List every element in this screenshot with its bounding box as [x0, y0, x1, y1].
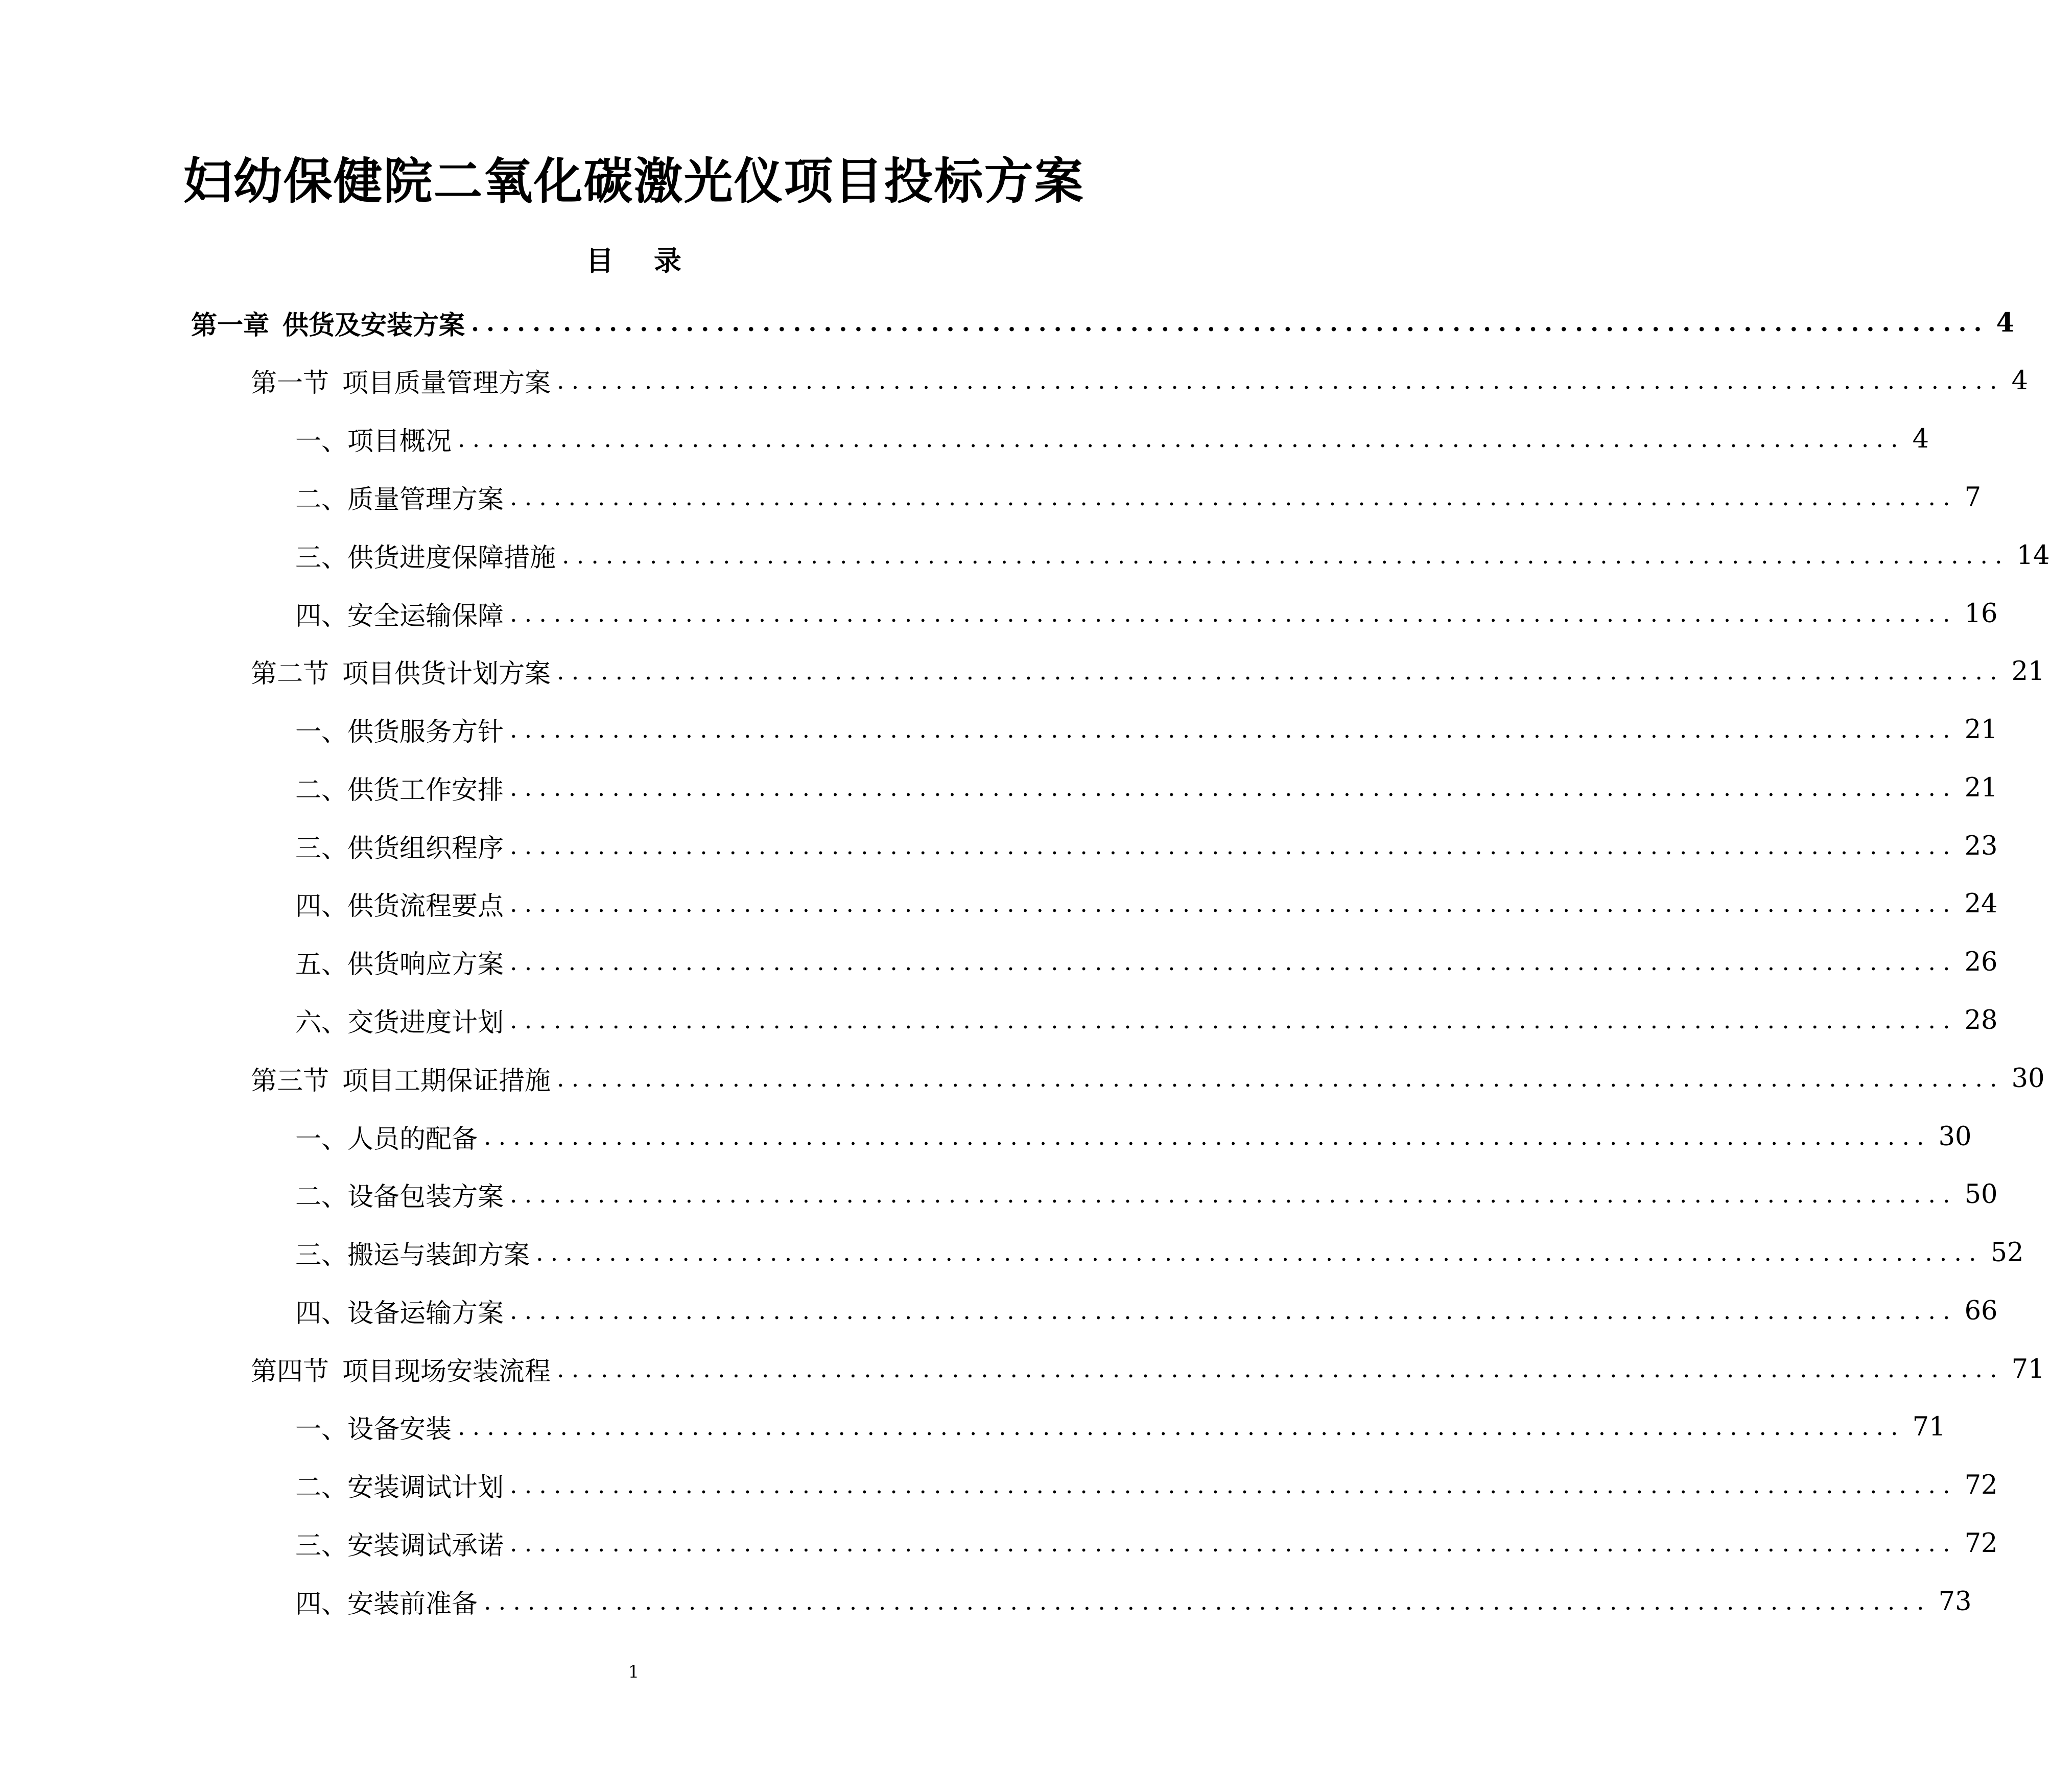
dot-leader: ................................................................................................... [510, 890, 1958, 917]
toc-entry-item[interactable] [295, 593, 1998, 634]
toc-entry-label [251, 652, 557, 690]
dot-leader: ................................................................................................... [484, 1588, 1931, 1615]
toc-entry-item[interactable] [295, 767, 1998, 808]
toc-entry-text: 项目质量管理方案 [342, 368, 551, 398]
toc-entry-page: 73 [1938, 1586, 1972, 1617]
page-number: 1 [628, 1662, 640, 1682]
dot-leader: ................................................................................................... [510, 774, 1958, 801]
dot-leader: ................................................................................................... [510, 1006, 1958, 1034]
dot-leader: ................................................................................................... [557, 657, 2005, 685]
toc-entry-text: 一、设备安装 [295, 1414, 452, 1445]
toc-entry-text: 二、设备包装方案 [295, 1182, 504, 1212]
toc-heading: 目 录 [586, 244, 697, 277]
dot-leader: ................................................................................................... [562, 541, 2010, 569]
toc-entry-label [191, 304, 471, 342]
dot-leader: ................................................................................................... [557, 1065, 2005, 1092]
toc-entry-number: 第四节 [251, 1357, 329, 1387]
toc-entry-text: 一、项目概况 [295, 427, 452, 457]
toc-entry-page: 23 [1964, 831, 1998, 861]
toc-entry-page: 66 [1964, 1295, 1998, 1326]
toc-entry-page: 52 [1990, 1237, 2024, 1268]
toc-entry-text: 四、安装前准备 [295, 1589, 478, 1619]
toc-entry-item[interactable] [295, 1000, 1998, 1041]
toc-entry-item[interactable] [295, 1406, 1946, 1447]
dot-leader: ................................................................................................... [510, 1529, 1958, 1557]
toc-entry-page: 72 [1964, 1470, 1998, 1500]
dot-leader: ................................................................................................... [510, 1471, 1958, 1499]
dot-leader: ................................................................................................... [458, 1413, 1905, 1441]
toc-entry-text: 二、安装调试计划 [295, 1473, 504, 1503]
toc-entry-page: 21 [1964, 714, 1998, 745]
toc-entry-section-1[interactable] [251, 360, 2029, 401]
toc-entry-section-3[interactable] [251, 1058, 2045, 1099]
toc-entry-page: 71 [2011, 1354, 2045, 1384]
toc-entry-text: 四、安全运输保障 [295, 601, 504, 631]
toc-entry-page: 4 [2011, 365, 2029, 396]
toc-entry-text: 供货及安装方案 [282, 310, 465, 341]
toc-entry-text: 一、人员的配备 [295, 1124, 478, 1154]
dot-leader: ................................................................................................... [536, 1239, 1984, 1266]
toc-entry-page: 16 [1964, 598, 1998, 629]
toc-entry-item[interactable] [295, 1581, 1972, 1622]
dot-leader: ................................................................................................... [510, 716, 1958, 743]
toc-entry-text: 四、供货流程要点 [295, 891, 504, 922]
dot-leader: ................................................................................................... [510, 600, 1958, 627]
toc-entry-page: 26 [1964, 947, 1998, 977]
toc-entry-item[interactable] [295, 1523, 1998, 1564]
toc-entry-chapter-1[interactable] [191, 302, 2014, 343]
dot-leader: ................................................................................................... [510, 948, 1958, 976]
dot-leader: ................................................................................................... [484, 1123, 1931, 1150]
toc-entry-text: 项目供货计划方案 [342, 659, 551, 689]
dot-leader: ................................................................................................... [510, 832, 1958, 860]
toc-entry-text: 六、交货进度计划 [295, 1008, 504, 1038]
toc-entry-text: 三、搬运与装卸方案 [295, 1240, 530, 1270]
toc-entry-text: 二、质量管理方案 [295, 485, 504, 515]
toc-entry-section-2[interactable] [251, 651, 2045, 692]
dot-leader: ................................................................................................... [510, 483, 1958, 511]
toc-entry-page: 24 [1964, 888, 1998, 919]
toc-entry-item[interactable] [295, 1174, 1998, 1215]
toc-entry-text: 三、安装调试承诺 [295, 1531, 504, 1561]
dot-leader: ................................................................................................... [510, 1297, 1958, 1325]
toc-entry-section-4[interactable] [251, 1349, 2045, 1389]
toc-entry-label [251, 1059, 557, 1097]
toc-entry-page: 21 [1964, 772, 1998, 803]
toc-entry-page: 72 [1964, 1528, 1998, 1559]
toc-entry-item[interactable] [295, 1116, 1972, 1157]
toc-entry-page: 30 [2011, 1063, 2045, 1094]
toc-entry-item[interactable] [295, 883, 1998, 924]
document-title: 妇幼保健院二氧化碳激光仪项目投标方案 [183, 152, 1085, 210]
dot-leader: ................................................................................................... [510, 1181, 1958, 1208]
toc-entry-page: 28 [1964, 1005, 1998, 1035]
toc-entry-text: 三、供货组织程序 [295, 834, 504, 864]
toc-entry-item[interactable] [295, 709, 1998, 750]
toc-entry-number: 第三节 [251, 1066, 329, 1096]
toc-entry-text: 项目工期保证措施 [342, 1066, 551, 1096]
toc-entry-item[interactable] [295, 477, 1982, 517]
toc-entry-page: 50 [1964, 1179, 1998, 1210]
toc-entry-text: 三、供货进度保障措施 [295, 543, 556, 573]
toc-entry-number: 第一节 [251, 368, 329, 398]
toc-entry-item[interactable] [295, 418, 1929, 459]
toc-entry-text: 项目现场安装流程 [342, 1357, 551, 1387]
dot-leader: ................................................................................................... [458, 425, 1905, 453]
toc-entry-number: 第二节 [251, 659, 329, 689]
toc-entry-item[interactable] [295, 941, 1998, 982]
toc-entry-text: 二、供货工作安排 [295, 775, 504, 806]
toc-entry-item[interactable] [295, 535, 2050, 576]
toc-entry-item[interactable] [295, 1465, 1998, 1505]
dot-leader: ................................................................................................... [471, 309, 1989, 337]
toc-entry-item[interactable] [295, 1232, 2024, 1273]
toc-entry-page: 30 [1938, 1121, 1972, 1152]
toc-entry-label [251, 362, 557, 399]
toc-entry-number: 第一章 [191, 310, 270, 341]
toc-entry-page: 71 [1912, 1411, 1946, 1442]
dot-leader: ................................................................................................... [557, 367, 2005, 394]
toc-entry-item[interactable] [295, 1290, 1998, 1331]
toc-entry-label [251, 1350, 557, 1388]
toc-entry-text: 一、供货服务方针 [295, 717, 504, 747]
toc-entry-item[interactable] [295, 826, 1998, 866]
toc-entry-text: 四、设备运输方案 [295, 1299, 504, 1329]
toc-entry-page: 4 [1912, 423, 1929, 454]
toc-entry-page: 7 [1964, 482, 1982, 512]
toc-entry-page: 4 [1996, 308, 2014, 338]
toc-entry-text: 五、供货响应方案 [295, 950, 504, 980]
dot-leader: ................................................................................................... [557, 1355, 2005, 1383]
toc-entry-page: 21 [2011, 656, 2045, 687]
toc-entry-page: 14 [2016, 540, 2050, 571]
